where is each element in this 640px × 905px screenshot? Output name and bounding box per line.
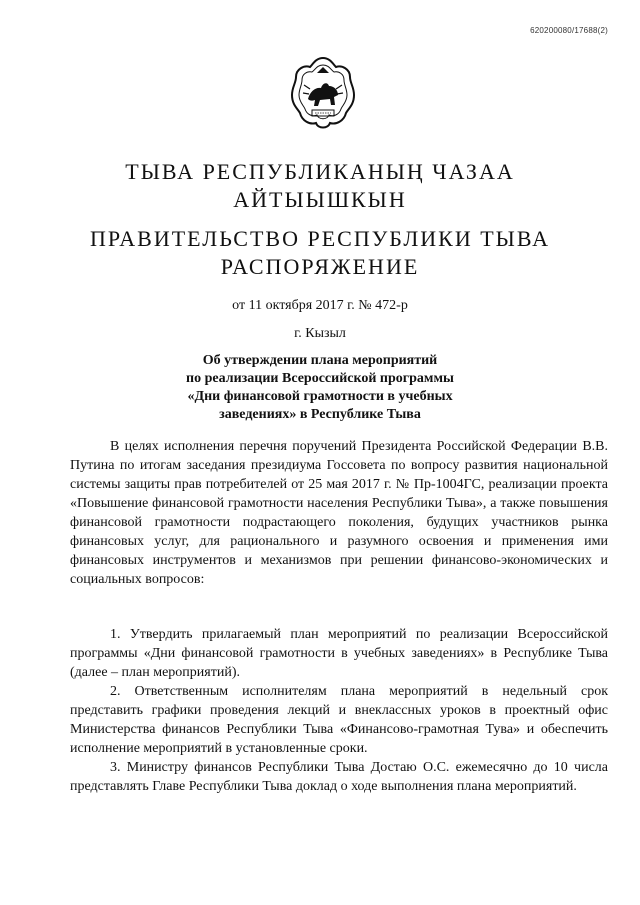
document-id: 620200080/17688(2) bbox=[530, 26, 608, 35]
intro-paragraph: В целях исполнения перечня поручений Президента Российской Федерации В.В. Путина по итогам заседания президиума Госсовета по вопросу развития национальной системы защиты прав потребителей от 25 мая 2017 г. № Пр-1004ГС, реализации проекта «Повышение финансовой грамотности населения Республики Тыва», а также повышения финансовой грамотности подрастающего поколения, будущих участников рынка финансовых услуг, для рационального и разумного освоения и применения ими финансовых инструментов и механизмов при решении финансово-экономических и социальных вопросов: bbox=[70, 439, 608, 587]
subject-line: по реализации Всероссийской программы bbox=[186, 371, 454, 386]
subject-line: заведениях» в Республике Тыва bbox=[219, 407, 421, 422]
document-city: г. Кызыл bbox=[294, 326, 346, 341]
header-russian-line1: ПРАВИТЕЛЬСТВО РЕСПУБЛИКИ ТЫВА bbox=[89, 226, 551, 251]
order-item-2: 2. Ответственным исполнителям плана мероприятий в недельный срок представить графики проведения лекций и внеклассных уроков в проектный офис Министерства финансов Республики Тыва «Финансово-грамотная Тува» и обеспечить исполнение мероприятий в установленные сроки. bbox=[70, 684, 608, 756]
header-russian bbox=[0, 225, 640, 281]
header-russian-line2: РАСПОРЯЖЕНИЕ bbox=[220, 254, 420, 279]
subject-line: Об утверждении плана мероприятий bbox=[202, 353, 438, 368]
subject-line: «Дни финансовой грамотности в учебных bbox=[187, 389, 453, 404]
order-item-1: 1. Утвердить прилагаемый план мероприятий по реализации Всероссийской программы «Дни финансовой грамотности в учебных заведениях» в Республике Тыва (далее – план мероприятий). bbox=[70, 627, 608, 680]
document-date-number: от 11 октября 2017 г. № 472-р bbox=[232, 298, 408, 313]
document-subject bbox=[0, 352, 640, 424]
order-items bbox=[70, 625, 608, 796]
order-item-3: 3. Министру финансов Республики Тыва Достаю О.С. ежемесячно до 10 числа представлять Главе Республики Тыва доклад о ходе выполнения плана мероприятий. bbox=[70, 760, 608, 794]
header-tuvan bbox=[0, 158, 640, 214]
tuva-coat-of-arms-icon bbox=[290, 55, 356, 133]
header-tuvan-line1: ТЫВА РЕСПУБЛИКАНЫҢ ЧАЗАА bbox=[125, 159, 515, 184]
intro-section bbox=[70, 437, 608, 589]
header-tuvan-line2: АЙТЫЫШКЫН bbox=[233, 187, 407, 212]
